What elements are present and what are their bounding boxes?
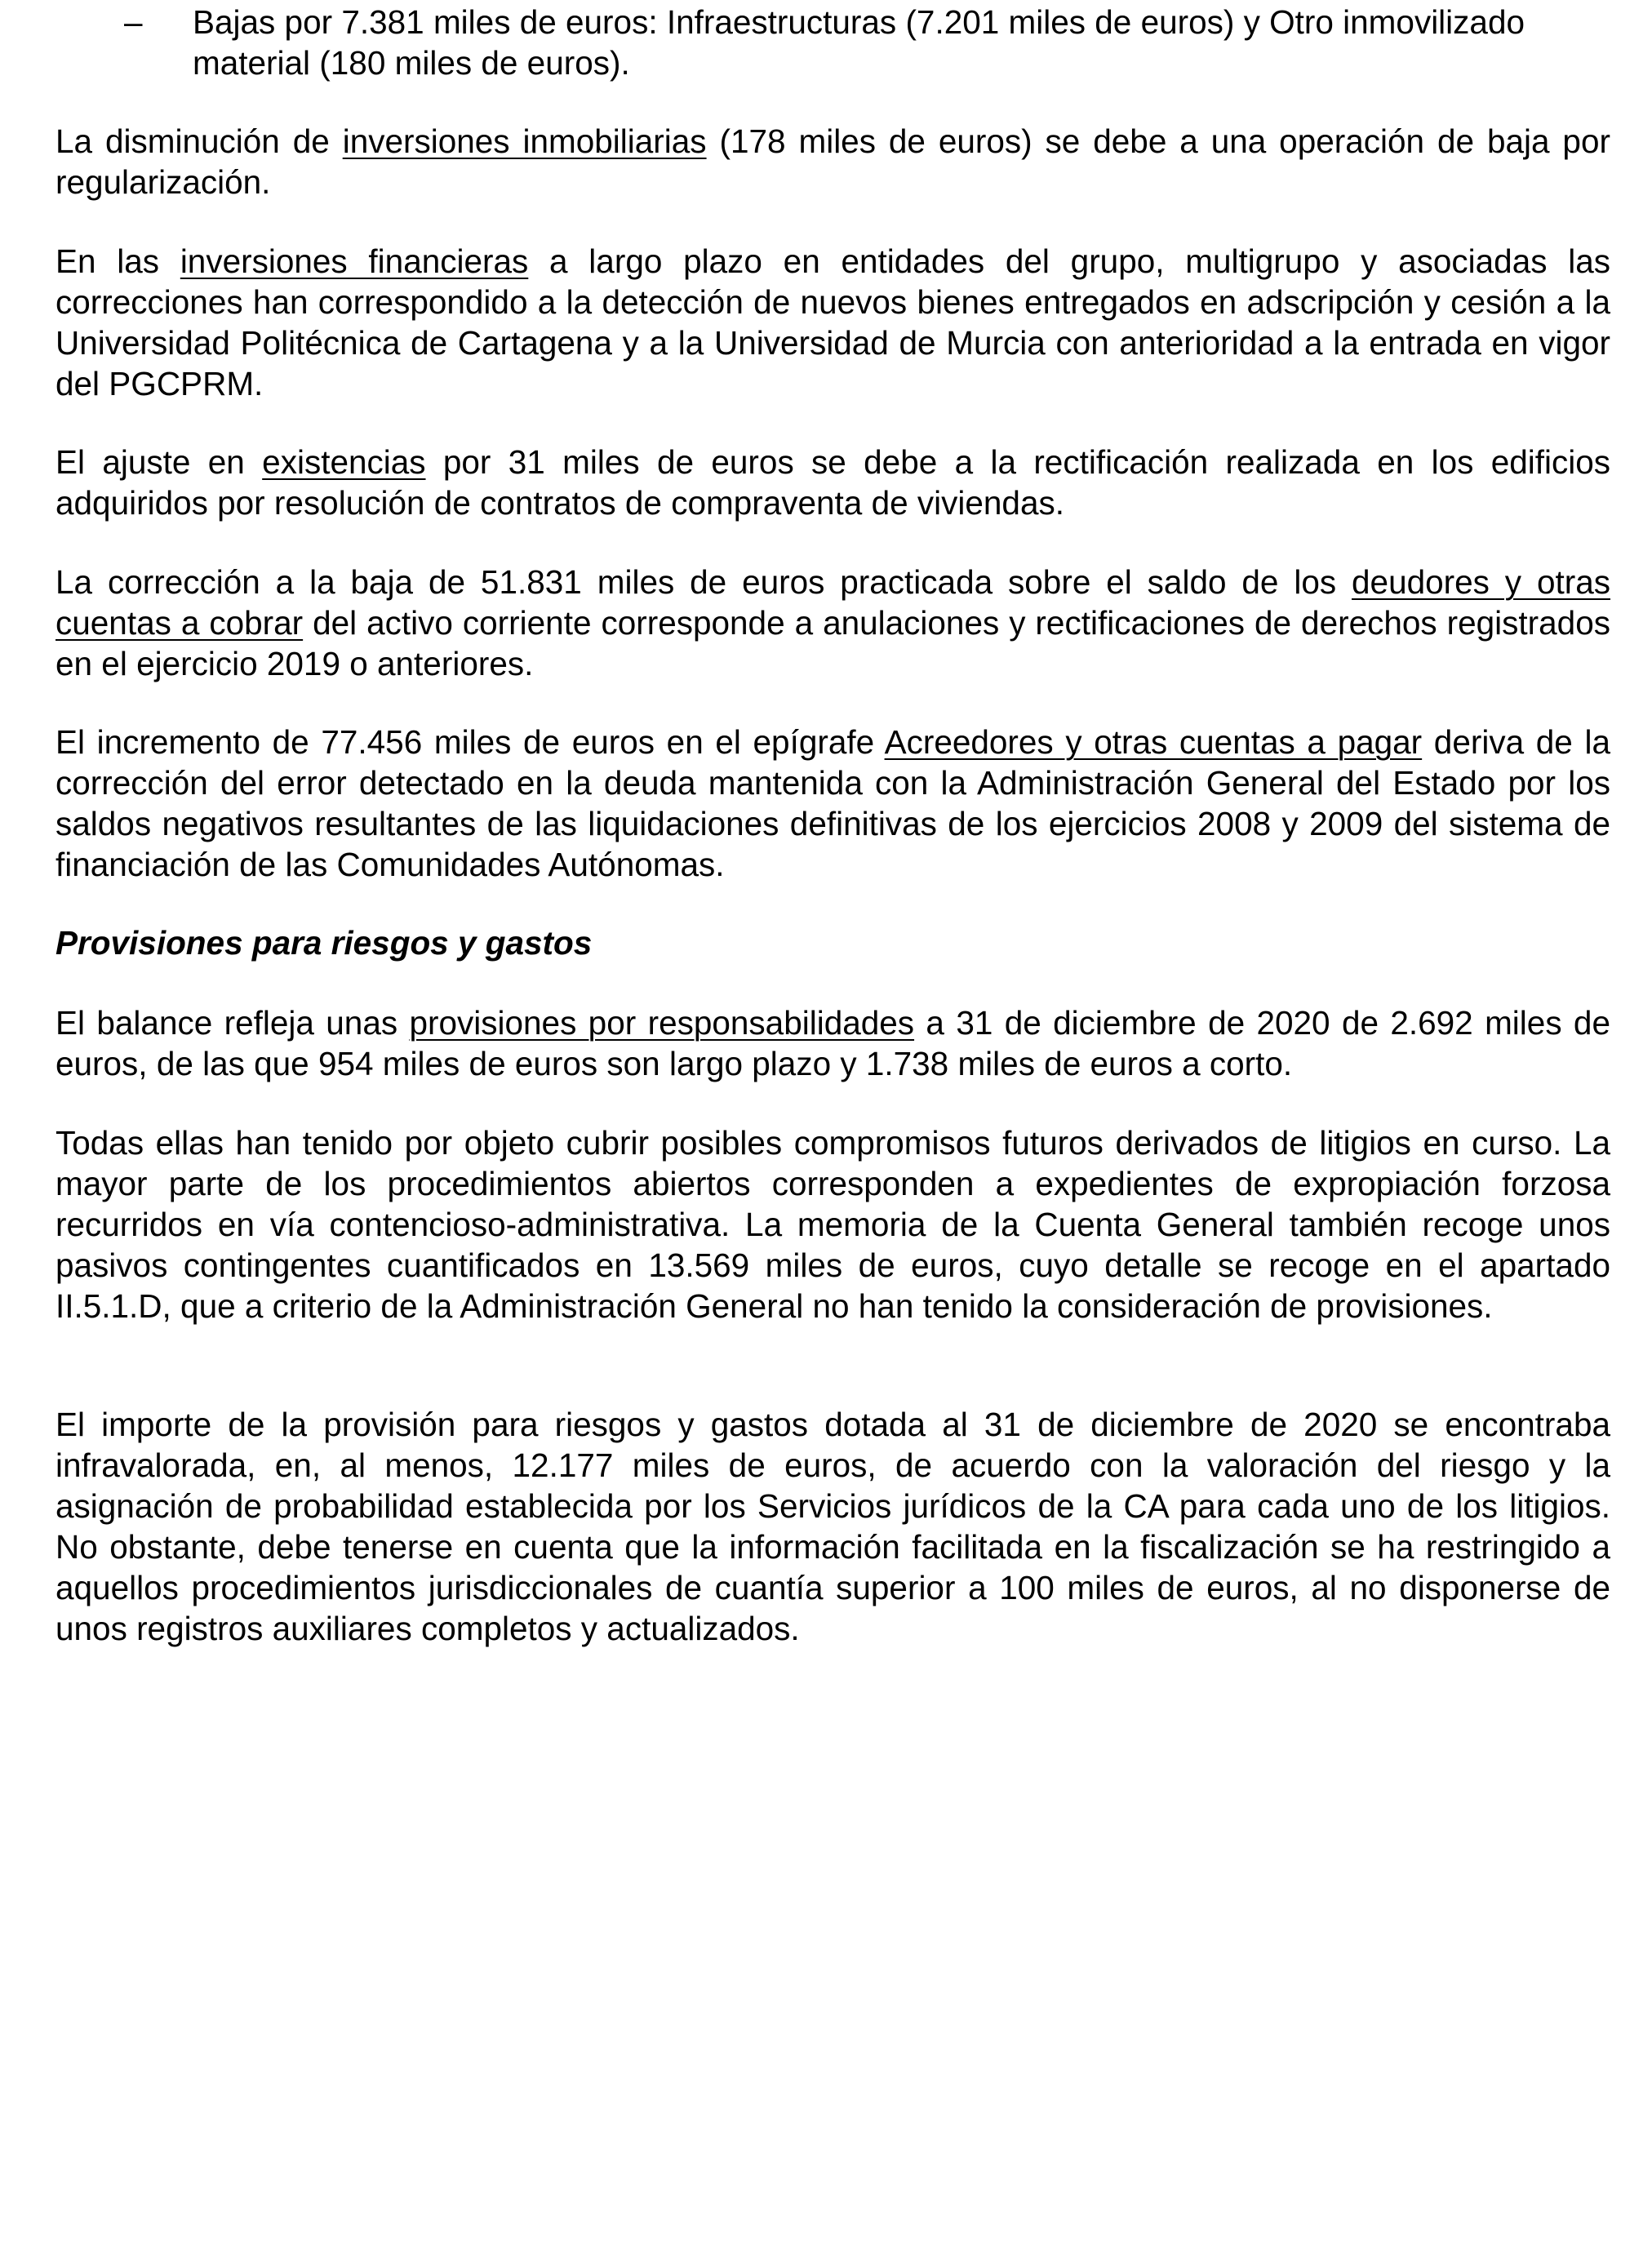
term-inversiones-inmobiliarias: inversiones inmobiliarias: [342, 122, 707, 160]
term-inversiones-financieras: inversiones financieras: [180, 242, 529, 280]
paragraph-infravalorada: El importe de la provisión para riesgos y gastos dotada al 31 de diciembre de 2020 se encontraba infravalorada, en, al menos, 12.177 miles de euros, de acuerdo con la valoración del riesgo y la asignación de probabilidad establecida por los Servicios jurídicos de la CA para cada uno de los litigios. No obstante, debe tenerse en cuenta que la información facilitada en la fiscalización se ha restringido a aquellos procedimientos jurisdiccionales de cuantía superior a 100 miles de euros, al no disponerse de unos registros auxiliares completos y actualizados.: [56, 1406, 1610, 1647]
dash-bullet-icon: –: [124, 3, 143, 41]
term-acreedores-otras-cuentas: Acreedores y otras cuentas a pagar: [884, 723, 1423, 761]
bullet-text: Bajas por 7.381 miles de euros: Infraestructuras (7.201 miles de euros) y Otro inmovilizado material (180 miles de euros).: [193, 3, 1525, 82]
paragraph-existencias: El ajuste en existencias por 31 miles de euros se debe a la rectificación realizada en los edificios adquiridos por resolución de contratos de compraventa de viviendas.: [56, 443, 1611, 522]
paragraph-inversiones-inmobiliarias: La disminución de inversiones inmobiliarias (178 miles de euros) se debe a una operación de baja por regularización.: [56, 122, 1610, 201]
term-provisiones-responsabilidades: provisiones por responsabilidades: [409, 1004, 915, 1042]
section-heading: Provisiones para riesgos y gastos: [56, 924, 593, 962]
paragraph-deudores: La corrección a la baja de 51.831 miles de euros practicada sobre el saldo de los deudores y otras cuentas a cobrar del activo corriente corresponde a anulaciones y rectificaciones de derechos registrados en el ejercicio 2019 o anteriores.: [56, 563, 1610, 682]
paragraph-litigios: Todas ellas han tenido por objeto cubrir posibles compromisos futuros derivados de litigios en curso. La mayor parte de los procedimientos abiertos corresponden a expedientes de expropiación forzosa recurridos en vía contencioso-administrativa. La memoria de la Cuenta General también recoge unos pasivos contingentes cuantificados en 13.569 miles de euros, cuyo detalle se recoge en el apartado II.5.1.D, que a criterio de la Administración General no han tenido la consideración de provisiones.: [56, 1124, 1610, 1325]
bullet-item: [56, 2, 1610, 83]
paragraph-inversiones-financieras: En las inversiones financieras a largo plazo en entidades del grupo, multigrupo y asociadas las correcciones han correspondido a la detección de nuevos bienes entregados en adscripción y cesión a la Universidad Politécnica de Cartagena y a la Universidad de Murcia con anterioridad a la entrada en vigor del PGCPRM.: [56, 242, 1610, 402]
term-existencias: existencias: [262, 443, 426, 481]
term-deudores-otras-cuentas: deudores y otras cuentas a cobrar: [56, 563, 1610, 642]
paragraph-acreedores: El incremento de 77.456 miles de euros en el epígrafe Acreedores y otras cuentas a pagar deriva de la corrección del error detectado en la deuda mantenida con la Administración General del Estado por los saldos negativos resultantes de las liquidaciones definitivas de los ejercicios 2008 y 2009 del sistema de financiación de las Comunidades Autónomas.: [56, 723, 1610, 883]
paragraph-provisiones: El balance refleja unas provisiones por responsabilidades a 31 de diciembre de 2020 de 2.692 miles de euros, de las que 954 miles de euros son largo plazo y 1.738 miles de euros a corto.: [56, 1004, 1610, 1082]
